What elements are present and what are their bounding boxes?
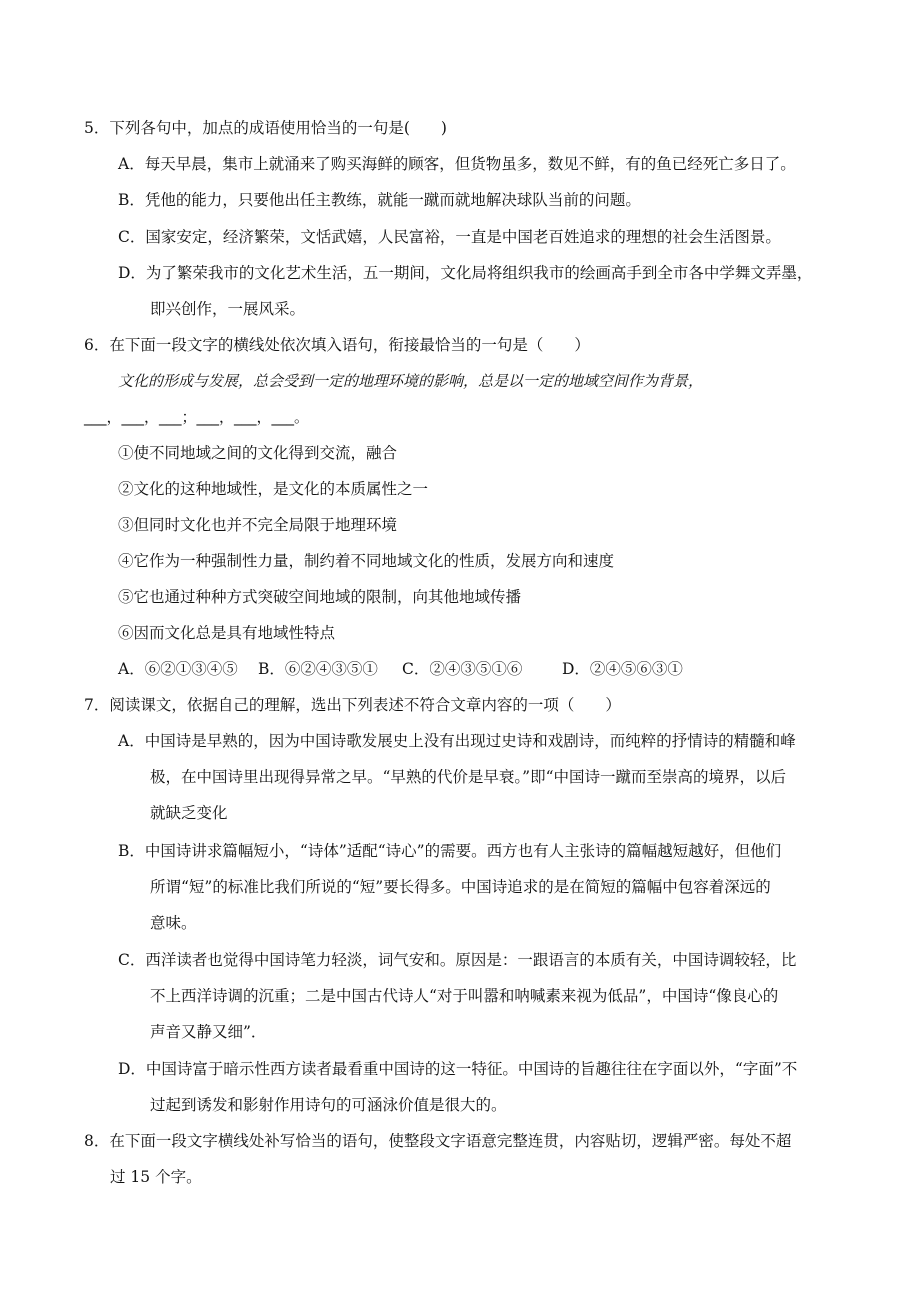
question-7-option-d-line-2: 过起到诱发和影射作用诗句的可涵泳价值是很大的。 [150, 1096, 507, 1114]
question-6-choices [118, 659, 683, 679]
question-7-stem: 7．阅读课文，依据自己的理解，选出下列表述不符合文章内容的一项（ ） [84, 696, 621, 714]
question-7-option-c-line-2: 不上西洋诗调的沉重；二是中国古代诗人“对于叫嚣和呐喊素来视为低品”，中国诗“像良心的 [150, 987, 779, 1005]
question-6-passage: 文化的形成与发展，总会受到一定的地理环境的影响，总是以一定的地域空间作为背景， [118, 372, 704, 390]
question-7-option-d: D．中国诗富于暗示性西方读者最看重中国诗的这一特征。中国诗的旨趣往往在字面以外，“字面”不 [118, 1060, 798, 1078]
question-5-option-d: D．为了繁荣我市的文化艺术生活，五一期间，文化局将组织我市的绘画高手到全市各中学舞文弄墨， [118, 264, 813, 282]
question-5-option-a: A．每天早晨，集市上就涌来了购买海鲜的顾客，但货物虽多，数见不鲜，有的鱼已经死亡多日了。 [118, 155, 796, 173]
question-6-choice-b: B．⑥②④③⑤① [258, 660, 378, 678]
question-6-clause-1: ①使不同地域之间的文化得到交流，融合 [118, 444, 398, 462]
question-8-stem-continued: 过 15 个字。 [110, 1168, 202, 1186]
question-5-option-c: C．国家安定，经济繁荣，文恬武嬉，人民富裕，一直是中国老百姓追求的理想的社会生活图景。 [118, 228, 781, 246]
question-6-clause-2: ②文化的这种地域性，是文化的本质属性之一 [118, 480, 429, 498]
question-7-option-a-line-3: 就缺乏变化 [150, 804, 228, 822]
question-7-option-b: B．中国诗讲求篇幅短小，“诗体”适配“诗心”的需要。西方也有人主张诗的篇幅越短越好，但他们 [118, 842, 782, 860]
question-6-choice-a: A．⑥②①③④⑤ [118, 660, 238, 678]
question-5-option-d-continued: 即兴创作，一展风采。 [150, 300, 306, 318]
question-7-option-b-line-3: 意味。 [150, 914, 197, 932]
question-8-stem: 8．在下面一段文字横线处补写恰当的语句，使整段文字语意完整连贯，内容贴切，逻辑严密。每处不超 [84, 1132, 792, 1150]
question-6-blanks: ___，___，___；___，___，___。 [84, 408, 310, 426]
question-6-clause-4: ④它作为一种强制性力量，制约着不同地域文化的性质，发展方向和速度 [118, 552, 615, 570]
question-5-option-b: B．凭他的能力，只要他出任主教练，就能一蹴而就地解决球队当前的问题。 [118, 191, 641, 209]
question-6-clause-6: ⑥因而文化总是具有地域性特点 [118, 624, 336, 642]
question-7-option-a: A．中国诗是早熟的，因为中国诗歌发展史上没有出现过史诗和戏剧诗，而纯粹的抒情诗的精髓和峰 [118, 732, 796, 750]
question-7-option-c-line-3: 声音又静又细”． [150, 1023, 267, 1041]
question-7-option-c: C．西洋读者也觉得中国诗笔力轻淡，词气安和。原因是：一跟语言的本质有关，中国诗调较轻，比 [118, 951, 797, 969]
question-6-clause-3: ③但同时文化也并不完全局限于地理环境 [118, 516, 398, 534]
question-7-option-a-line-2: 极，在中国诗里出现得异常之早。“早熟的代价是早衰。”即“中国诗一蹴而至崇高的境界，以后 [150, 768, 787, 786]
question-6-choice-d: D．②④⑤⑥③① [562, 660, 683, 678]
question-6-clause-5: ⑤它也通过种种方式突破空间地域的限制，向其他地域传播 [118, 588, 522, 606]
question-6-choice-c: C．②④③⑤①⑥ [402, 660, 523, 678]
question-7-option-b-line-2: 所谓“短”的标准比我们所说的“短”要长得多。中国诗追求的是在简短的篇幅中包容着深远的 [150, 878, 771, 896]
question-5-stem: 5．下列各句中，加点的成语使用恰当的一句是( ) [84, 119, 447, 137]
question-6-stem: 6．在下面一段文字的横线处依次填入语句，衔接最恰当的一句是（ ） [84, 336, 590, 354]
